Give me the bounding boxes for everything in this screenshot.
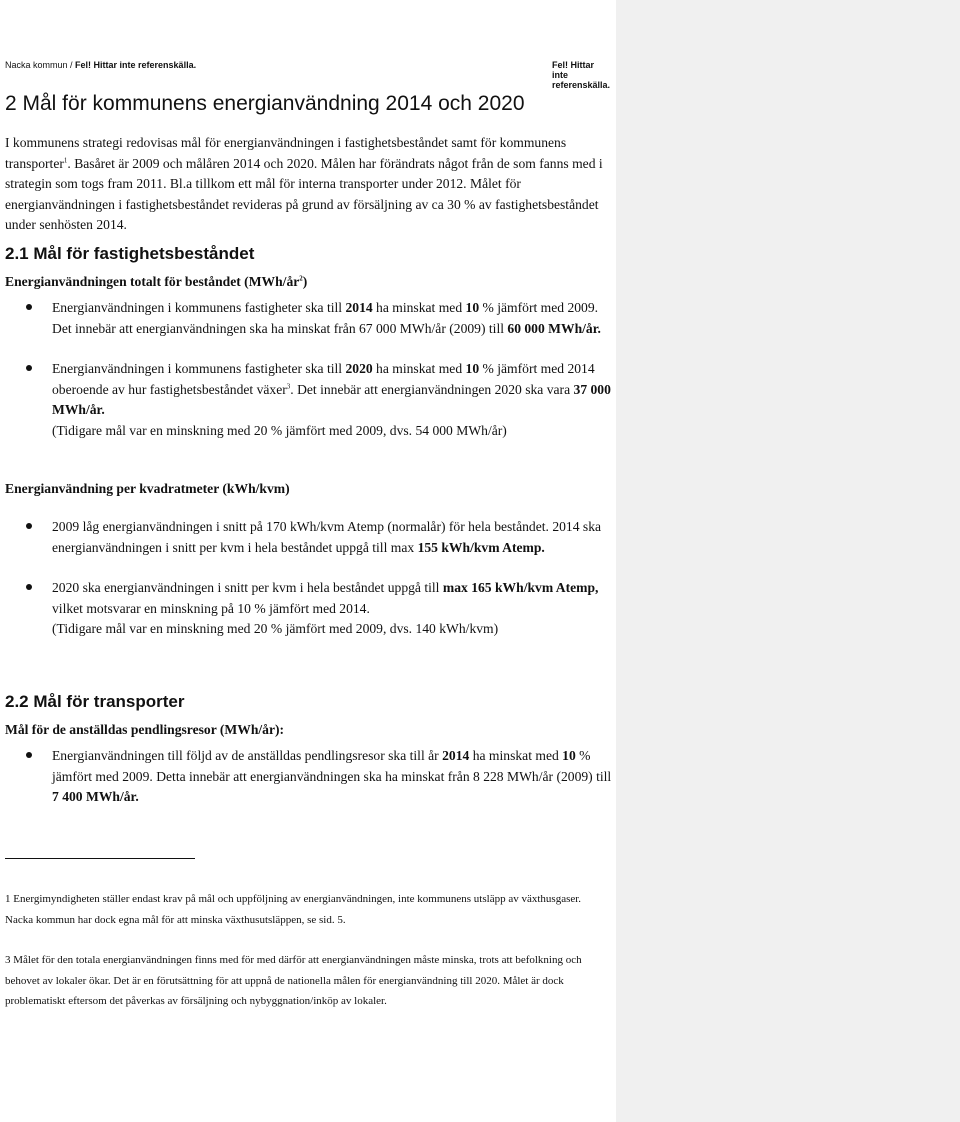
list-item: [5, 298, 612, 339]
header-ref-error-right: Fel! Hittar inte referenskälla.: [552, 60, 611, 90]
target-value: 60 000 MWh/år.: [507, 320, 601, 336]
subheading-total-energy: [5, 274, 307, 290]
target-value: 155 kWh/kvm Atemp.: [417, 539, 545, 555]
bullet-icon: [26, 584, 32, 590]
bullet-icon: [26, 523, 32, 529]
footnote-1: [5, 889, 605, 930]
footnote-ref-3[interactable]: 3: [286, 381, 291, 390]
list-item-text: % jämfört med 2014 oberoende av hur fastighetsbeståndet växer: [52, 361, 595, 397]
list-item-text: Energianvändningen i kommunens fastigheter ska till: [52, 300, 346, 315]
list-item-text: % jämfört med 2009. Det innebär att energianvändningen ska ha minskat från 67 000 MWh/år (2009) till: [52, 300, 599, 336]
intro-text-b: . Basåret är 2009 och målåren 2014 och 2020. Målen har förändrats något från de som fanns med i strategin som togs fram 2011. Bl.a tillkom ett mål för interna transporter under 2012. Målet för energianvändningen i fastighetsbeståndet revideras på grund av försäljning av ca 30 % av fastighetsbeståndet under senhösten 2014.: [5, 155, 603, 232]
bullet-list-total-energy: [5, 298, 612, 441]
target-percent: 10: [465, 300, 480, 315]
list-item-text: ha minskat med: [469, 748, 563, 763]
list-item-text: . Det innebär att energianvändningen 2020 ska vara: [290, 381, 574, 397]
list-item-text: vilket motsvarar en minskning på 10 % jämfört med 2014.: [52, 600, 370, 616]
target-percent: 10: [465, 361, 480, 376]
section-2-1-heading: 2.1 Mål för fastighetsbeståndet: [5, 244, 255, 263]
subheading-per-sqm: Energianvändning per kvadratmeter (kWh/kvm): [5, 481, 290, 496]
list-item-text: 2020 ska energianvändningen i snitt per kvm i hela beståndet uppgå till: [52, 580, 443, 595]
list-item: [5, 746, 612, 808]
target-year: 2014: [442, 748, 470, 763]
section-2-heading: 2 Mål för kommunens energianvändning 2014 och 2020: [5, 92, 525, 115]
page-header-left: [5, 60, 196, 70]
footnote-text: Målet för den totala energianvändningen finns med för med därför att energianvändningen måste minska, trots att befolkning och behovet av lokaler ökar. Det är en förutsättning för att uppnå de nationella målen för energianvändning till 2020. Målet är dock problematiskt eftersom det påverkas av försäljning och nybyggnation/inköp av lokaler.: [5, 954, 582, 1007]
subheading-commute: Mål för de anställdas pendlingsresor (MWh/år):: [5, 722, 285, 737]
bullet-icon: [26, 365, 32, 371]
target-value: max 165 kWh/kvm Atemp,: [442, 580, 599, 595]
bullet-list-commute: [5, 746, 612, 808]
list-item-text: Energianvändningen i kommunens fastigheter ska till: [52, 361, 346, 376]
target-year: 2020: [345, 361, 373, 376]
footnote-separator: [5, 858, 195, 859]
list-item: [5, 517, 612, 558]
footnote-text: Energimyndigheten ställer endast krav på mål och uppföljning av energianvändningen, inte kommunens utsläpp av växthusgaser. Nacka kommun har dock egna mål för att minska växthusutsläppen, se sid. 5.: [5, 893, 582, 926]
list-item: [5, 578, 612, 640]
bullet-list-per-sqm: [5, 517, 612, 640]
subheading-total-energy-close: ): [302, 274, 308, 289]
list-item-text: Energianvändningen till följd av de anställdas pendlingsresor ska till år: [52, 748, 443, 763]
footnote-3: [5, 950, 605, 1012]
subheading-total-energy-text: Energianvändningen totalt för beståndet (MWh/år: [5, 274, 300, 289]
bullet-icon: [26, 752, 32, 758]
footnote-ref-1[interactable]: 1: [63, 155, 68, 164]
header-ref-error-left: Fel! Hittar inte referenskälla.: [75, 60, 197, 70]
previous-target-note: (Tidigare mål var en minskning med 20 % jämfört med 2009, dvs. 140 kWh/kvm): [52, 621, 499, 636]
list-item-text: % jämfört med 2009. Detta innebär att energianvändningen ska ha minskat från 8 228 MWh/år (2009) till: [52, 748, 612, 784]
list-item-text: 2009 låg energianvändningen i snitt på 170 kWh/kvm Atemp (normalår) för hela beståndet. 2014 ska energianvändningen i snitt per kvm i hela beståndet uppgå till max: [52, 519, 602, 555]
section-2-2-heading: 2.2 Mål för transporter: [5, 692, 185, 711]
target-year: 2014: [345, 300, 373, 315]
intro-text-a: I kommunens strategi redovisas mål för energianvändningen i fastighetsbeståndet samt för kommunens transporter: [5, 135, 567, 171]
footnote-number: 1: [5, 893, 11, 905]
page-header-right: [552, 60, 611, 90]
header-org: Nacka kommun /: [5, 60, 76, 70]
footnote-ref-2[interactable]: 2: [299, 274, 303, 283]
target-value: 37 000 MWh/år.: [52, 381, 611, 417]
previous-target-note: (Tidigare mål var en minskning med 20 % jämfört med 2009, dvs. 54 000 MWh/år): [52, 422, 507, 438]
footnote-number: 3: [5, 954, 11, 966]
target-percent: 10: [562, 748, 576, 763]
bullet-icon: [26, 304, 32, 310]
list-item: [5, 359, 612, 441]
target-value: 7 400 MWh/år.: [52, 789, 139, 804]
list-item-text: ha minskat med: [372, 361, 466, 376]
list-item-text: ha minskat med: [372, 300, 466, 315]
section-2-intro: [5, 133, 611, 236]
comment-pane: [616, 0, 960, 1122]
